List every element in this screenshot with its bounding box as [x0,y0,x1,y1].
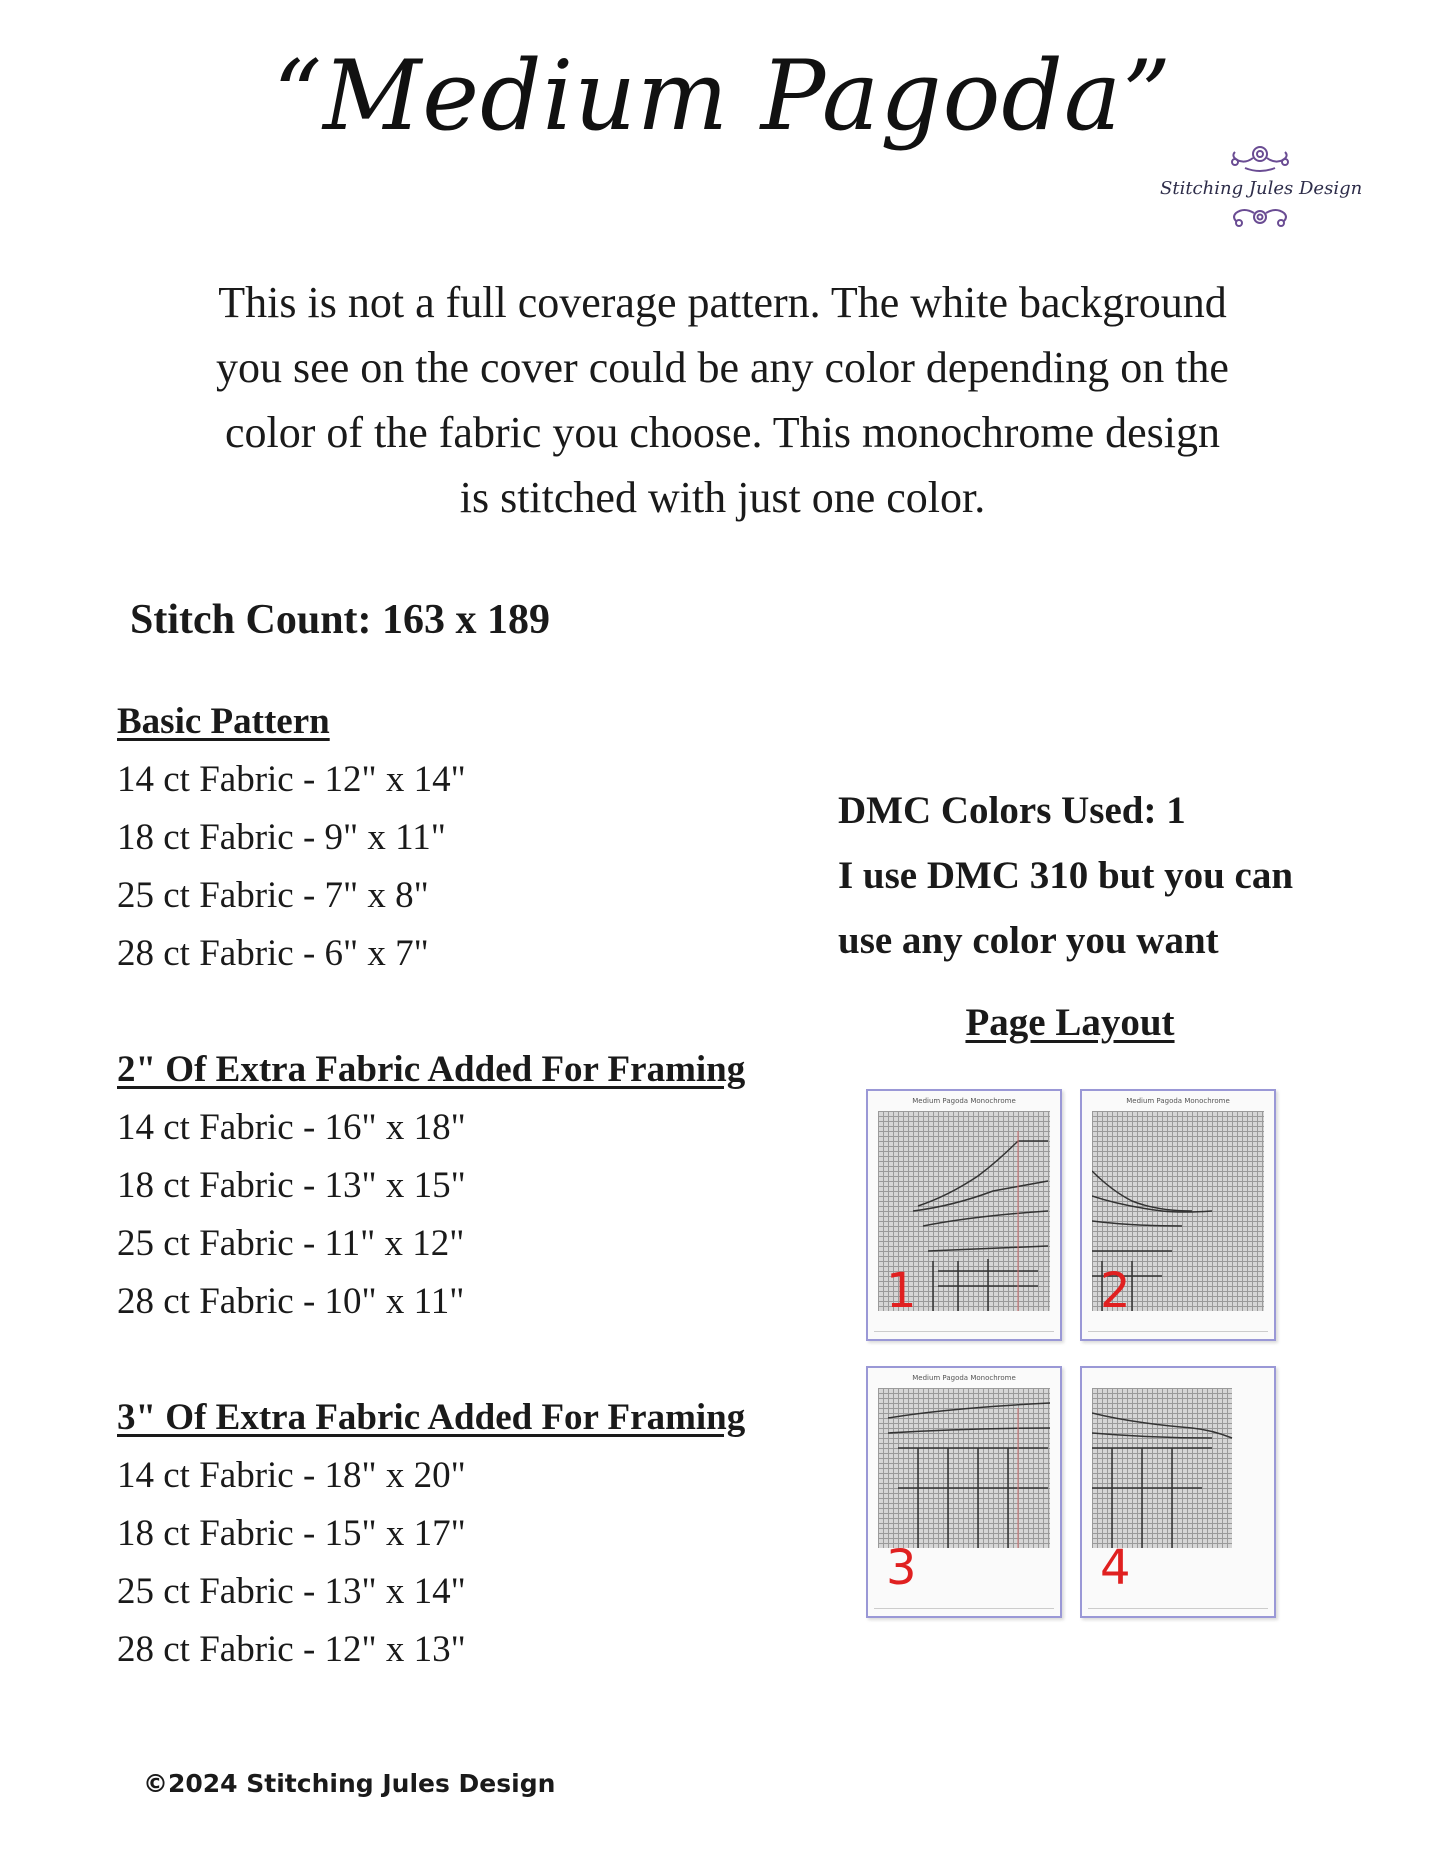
thumbnail-footer [1088,1331,1268,1335]
thumbnail-footer [874,1608,1054,1612]
fabric-size-line: 25 ct Fabric - 7" x 8" [117,875,429,916]
thumbnail-caption: Medium Pagoda Monochrome [1126,1097,1230,1105]
swirl-ornament-icon [1215,203,1305,233]
fabric-size-line: 14 ct Fabric - 18" x 20" [117,1455,466,1496]
three-inch-extra-section [117,1396,745,1679]
fabric-size-line: 18 ct Fabric - 9" x 11" [117,817,446,858]
dmc-line: I use DMC 310 but you can [838,854,1294,897]
fabric-size-line: 28 ct Fabric - 10" x 11" [117,1281,465,1322]
fabric-size-line: 14 ct Fabric - 12" x 14" [117,759,466,800]
dmc-line: use any color you want [838,919,1219,962]
thumbnail-caption: Medium Pagoda Monochrome [912,1097,1016,1105]
thumbnail-footer [1088,1608,1268,1612]
fabric-size-line: 25 ct Fabric - 13" x 14" [117,1571,466,1612]
section-heading: Basic Pattern [117,701,330,742]
copyright-notice: ©2024 Stitching Jules Design [143,1769,556,1798]
dmc-colors-info [838,778,1293,973]
pattern-title: “Medium Pagoda” [272,40,1173,152]
page-thumbnail-3 [866,1366,1062,1618]
intro-line: This is not a full coverage pattern. The white background [218,278,1227,327]
section-heading: 3" Of Extra Fabric Added For Framing [117,1397,746,1438]
page-thumbnail-4 [1080,1366,1276,1618]
intro-line: is stitched with just one color. [459,473,986,522]
two-inch-extra-section [117,1048,745,1331]
swirl-ornament-icon [1215,140,1305,174]
fabric-size-line: 18 ct Fabric - 13" x 15" [117,1165,466,1206]
fabric-size-line: 18 ct Fabric - 15" x 17" [117,1513,466,1554]
section-heading: 2" Of Extra Fabric Added For Framing [117,1049,746,1090]
brand-logo [1160,140,1363,250]
basic-pattern-section [117,700,466,983]
intro-line: color of the fabric you choose. This monochrome design [224,408,1221,457]
fabric-size-line: 14 ct Fabric - 16" x 18" [117,1107,466,1148]
intro-paragraph [160,270,1285,530]
page-number: 2 [1100,1263,1131,1319]
page-thumbnail-1 [866,1089,1062,1341]
fabric-size-line: 25 ct Fabric - 11" x 12" [117,1223,465,1264]
page-number: 4 [1100,1540,1131,1596]
stitch-count: Stitch Count: 163 x 189 [130,597,551,643]
dmc-line: DMC Colors Used: 1 [838,789,1186,832]
page-number: 3 [886,1540,917,1596]
fabric-size-line: 28 ct Fabric - 6" x 7" [117,933,429,974]
logo-text: Stitching Jules Design [1160,178,1363,199]
page-thumbnail-2 [1080,1089,1276,1341]
thumbnail-footer [874,1331,1054,1335]
intro-line: you see on the cover could be any color depending on the [216,343,1229,392]
page-number: 1 [886,1263,917,1319]
fabric-size-line: 28 ct Fabric - 12" x 13" [117,1629,466,1670]
thumbnail-caption: Medium Pagoda Monochrome [912,1374,1016,1382]
page-layout-heading: Page Layout [965,1001,1175,1044]
